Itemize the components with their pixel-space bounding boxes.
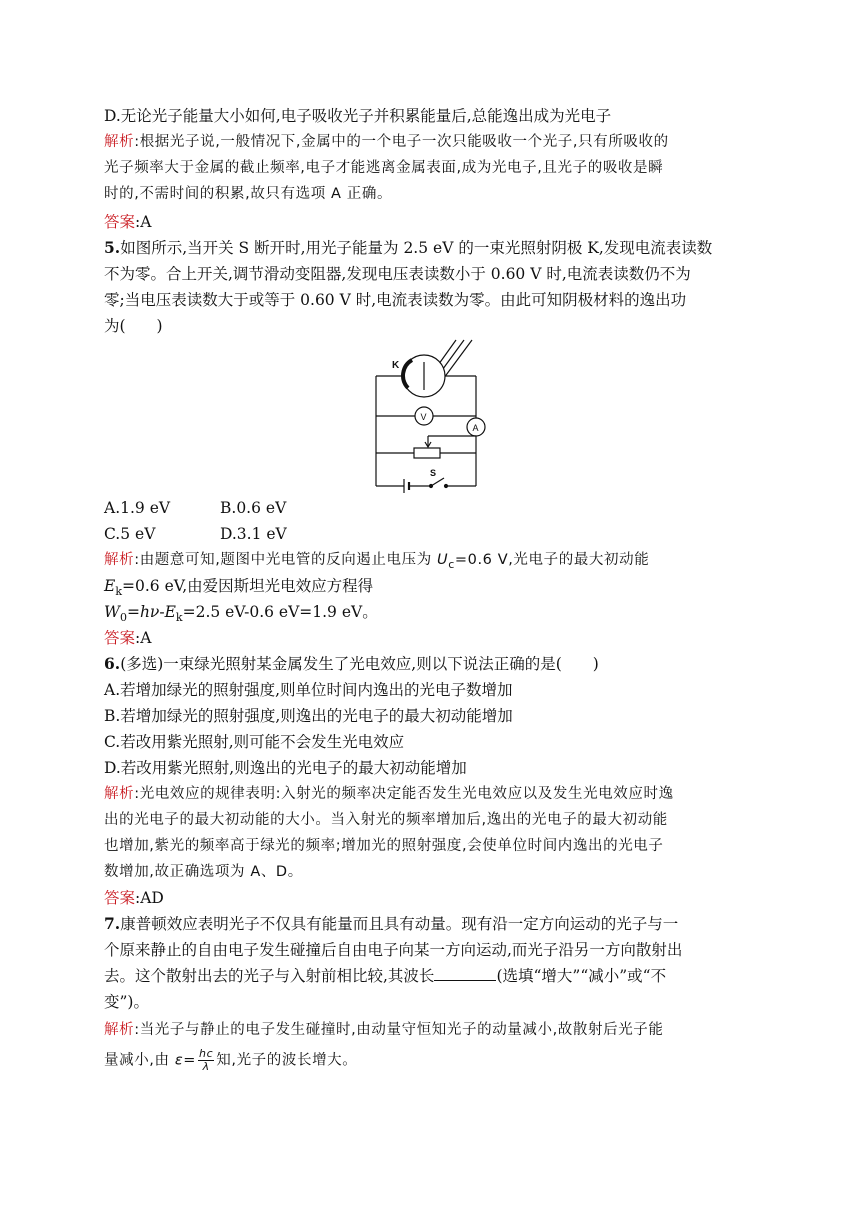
q5-stem-line: 为( ): [104, 317, 163, 335]
q5-analysis-line: $E_k=0.6$ eV,由爱因斯坦光电效应方程得: [104, 577, 374, 598]
q4-analysis-line: 时的,不需时间的积累,故只有选项 A 正确。: [104, 186, 393, 202]
voltmeter-label: V: [420, 412, 427, 422]
switch-lever: [431, 478, 444, 486]
q5-option-d: D.3.1 eV: [220, 525, 287, 543]
answer-label: 答案: [104, 889, 136, 907]
q7-stem-line: 去。这个散射出去的光子与入射前相比较,其波长 (选填“增大”“减小”或“不: [104, 967, 667, 985]
q6-analysis-line: 解析:光电效应的规律表明:入射光的频率决定能否发生光电效应以及发生光电效应时逸: [104, 786, 674, 802]
q5-option-c: C.5 eV: [104, 525, 156, 543]
q7-stem-line: 7.康普顿效应表明光子不仅具有能量而且具有动量。现有沿一定方向运动的光子与一: [104, 914, 679, 933]
q4-option-d: D.无论光子能量大小如何,电子吸收光子并积累能量后,总能逸出成为光电子: [104, 107, 612, 125]
q5-analysis-line: 解析:由题意可知,题图中光电管的反向遏止电压为 $U_c=0.6$ V,光电子的最大初动能: [104, 552, 650, 571]
rheostat: [414, 448, 440, 458]
answer-label: 答案: [104, 213, 136, 231]
q5-stem-line: 5.如图所示,当开关 S 断开时,用光子能量为 2.5 eV 的一束光照射阴极 K,发现电流表读数: [104, 238, 713, 257]
answer-label: 答案: [104, 629, 136, 647]
cathode-label: K: [392, 360, 400, 371]
q6-stem: 6.(多选)一束绿光照射某金属发生了光电效应,则以下说法正确的是( ): [104, 654, 599, 673]
q6-option-d: D.若改用紫光照射,则逸出的光电子的最大初动能增加: [104, 759, 467, 777]
analysis-label: 解析: [104, 786, 135, 802]
q7-stem-line: 变”)。: [104, 993, 149, 1011]
q6-option-b: B.若增加绿光的照射强度,则逸出的光电子的最大初动能增加: [104, 707, 513, 725]
q5-stem-line: 不为零。合上开关,调节滑动变阻器,发现电压表读数小于 0.60 V 时,电流表读数仍不为: [104, 265, 691, 283]
q7-analysis-line: 解析:当光子与静止的电子发生碰撞时,由动量守恒知光子的动量减小,故散射后光子能: [104, 1022, 664, 1038]
q6-option-c: C.若改用紫光照射,则可能不会发生光电效应: [104, 733, 405, 751]
q4-analysis-line: 光子频率大于金属的截止频率,电子才能逃离金属表面,成为光电子,且光子的吸收是瞬: [104, 160, 664, 176]
photoelectric-circuit-diagram: [368, 336, 498, 496]
q6-analysis-line: 出的光电子的最大初动能的大小。当入射光的频率增加后,逸出的光电子的最大初动能: [104, 812, 668, 828]
q6-option-a: A.若增加绿光的照射强度,则单位时间内逸出的光电子数增加: [104, 681, 513, 699]
q5-analysis-line: $W_0=h\nu-E_k=2.5$ eV-0.6 eV=1.9 eV。: [104, 603, 378, 624]
q6-answer: 答案:AD: [104, 889, 164, 907]
q5-option-a: A.1.9 eV: [104, 499, 171, 517]
question-number: 6.: [104, 654, 121, 673]
q7-analysis-line: 量减小,由 ε= $\frac{hc}{\lambda}$ 知,光子的波长增大。: [104, 1047, 358, 1073]
analysis-label: 解析: [104, 134, 135, 150]
q7-stem-line: 个原来静止的自由电子发生碰撞后自由电子向某一方向运动,而光子沿另一方向散射出: [104, 941, 683, 959]
q6-analysis-line: 也增加,紫光的频率高于绿光的频率;增加光的照射强度,会使单位时间内逸出的光电子: [104, 838, 664, 854]
q4-answer: 答案:A: [104, 213, 152, 231]
question-number: 5.: [104, 238, 121, 257]
q6-analysis-line: 数增加,故正确选项为 A、D。: [104, 864, 303, 880]
ammeter-label: A: [472, 423, 479, 433]
q5-answer: 答案:A: [104, 629, 152, 647]
q4-analysis-line: 解析:根据光子说,一般情况下,金属中的一个电子一次只能吸收一个光子,只有所吸收的: [104, 134, 669, 150]
q5-stem-line: 零;当电压表读数大于或等于 0.60 V 时,电流表读数为零。由此可知阴极材料的逸出功: [104, 291, 687, 309]
q5-option-b: B.0.6 eV: [220, 499, 287, 517]
switch-label: S: [430, 468, 437, 478]
analysis-label: 解析: [104, 552, 135, 568]
question-number: 7.: [104, 914, 121, 933]
analysis-label: 解析: [104, 1022, 135, 1038]
answer-blank[interactable]: [434, 966, 496, 981]
fraction-hc-over-lambda: $\frac{hc}{\lambda}$: [199, 1047, 214, 1073]
